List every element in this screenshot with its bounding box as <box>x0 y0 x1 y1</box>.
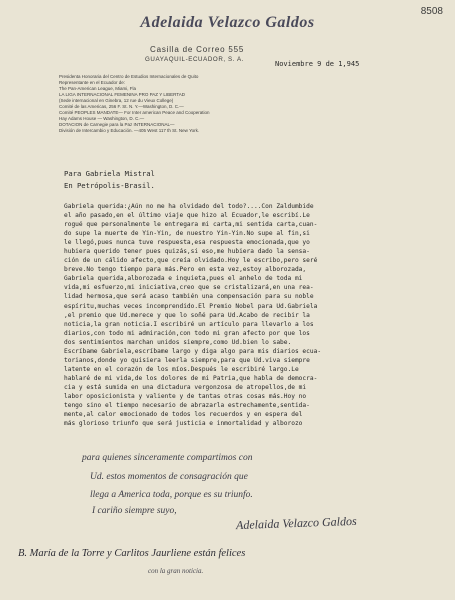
body-line: do supe la muerte de Yin-Yin, de nuestro Yin-Yin.No supe al fin,si <box>64 230 310 238</box>
body-line: torianos,donde yo quisiera leerla siempre,para que Ud.viva siempre <box>64 356 310 364</box>
handwritten-line: Ud. estos momentos de consagración que <box>90 472 248 482</box>
body-line: Escríbame Gabriela,escríbame largo y diga algo para mis diarios ecua- <box>64 347 322 355</box>
body-line: mente,al calor emocionado de todos los recuerdos y en espera del <box>64 411 303 419</box>
affiliation-line: The Pan-American League, Miami, Fla <box>59 85 137 91</box>
affiliation-line: Comité de las Americas, 256 F. St. N. Y.—Washington, D. C.— <box>59 103 184 109</box>
signature: Adelaida Velazco Galdos <box>235 513 357 533</box>
body-line: el año pasado,en el último viaje que hizo al Ecuador,le escribí.Le <box>64 212 310 220</box>
body-line: lidad hermosa,que será acaso también una compensación para su noble <box>64 293 314 301</box>
body-line: ,el premio que Ud.merece y que lo soñé para Ud.Acabo de recibir la <box>64 311 310 319</box>
body-line: rogué que personalmente le entregara mi carta,mi sentida carta,cuan- <box>64 221 318 229</box>
body-line: hubiera querido tener pues quizás,si eso,me hubiera dado la sensa- <box>64 248 310 256</box>
affiliation-line: (Sede internacional en Ginebra, 12 rue du Vieux College) <box>59 97 174 103</box>
body-line: diarios,con todo mi admiración,con todo mi gran afecto por que los <box>64 329 310 337</box>
body-line: espíritu,muchas veces incomprendido.El Premio Nobel para Ud.Gabriela <box>64 302 318 310</box>
body-line: Gabriela querida,alborozada e inquieta,pues el anhelo de toda mi <box>64 275 303 283</box>
recipient-location: En Petrópolis-Brasil. <box>64 181 155 190</box>
recipient-block <box>64 168 155 192</box>
body-line: breve.No tengo tiempo para más.Pero en esta vez,estoy alborozada, <box>64 266 307 274</box>
body-line: Gabriela querida:¿Aún no me ha olvidado del todo?....Con Zaldumbide <box>64 203 314 210</box>
letterhead-city: GUAYAQUIL-ECUADOR, S. A. <box>145 56 245 63</box>
letter-body <box>64 202 436 428</box>
body-line: le llegó,pues nunca tuve respuesta,esa respuesta emocionada,que yo <box>64 239 310 247</box>
handwritten-postscript: B. María de la Torre y Carlitos Jaurliene están felices <box>18 548 246 559</box>
body-line: más glorioso triunfo que será justicia e inmortalidad y alborozo <box>64 420 303 428</box>
body-line: vida,mi esfuerzo,mi iniciativa,creo que se cristalizará,en una rea- <box>64 284 314 292</box>
body-line: noticia,la gran noticia.I escribiré un artículo para llevarlo a los <box>64 320 314 328</box>
letter-date: Noviembre 9 de 1,945 <box>275 60 360 68</box>
body-line: cia y está sumida en una dictadura vergonzosa de atropellos,de mi <box>64 383 307 391</box>
body-line: hablaré de mi vida,de los dolores de mi Patria,que habla de democra- <box>64 374 318 382</box>
letterhead-affiliations <box>59 74 349 134</box>
body-line: tengo sino el tiempo necesario de abrazarla estrechamente,sentida- <box>64 402 310 410</box>
handwritten-closing: I cariño siempre suyo, <box>92 506 177 516</box>
body-line: dos sentimientos marchan unidos siempre,como Ud.bien lo sabe. <box>64 338 292 346</box>
affiliation-line: Comité PEOPLES MANDATE— For Inter american Peace and Cooperation <box>59 109 210 115</box>
handwritten-postscript-continuation: con la gran noticia. <box>148 567 204 575</box>
body-line: latente en el corazón de los míos.Después le escribiré largo.Le <box>64 365 299 373</box>
body-line: ción de un cálido afecto,que creía olvidado.Hoy le escribo,pero seré <box>64 257 318 265</box>
affiliation-line: DOTACION de Carnegie para la Paz INTERNACIONAL— <box>59 121 175 127</box>
body-line: labor oposicionista y valiente y de tantas otras cosas más.Hoy no <box>64 392 307 400</box>
letterhead-po-box: Casilla de Correo 555 <box>150 45 245 54</box>
handwritten-line: para quienes sinceramente compartimos con <box>82 453 253 463</box>
letterhead-sender-name: Adelaida Velazco Galdos <box>140 14 315 31</box>
affiliation-line: LA LIGA INTERNACIONAL FEMENINA PRO PAZ Y LIBERTAD <box>59 91 185 97</box>
handwritten-line: llega a America toda, porque es su triunfo. <box>90 490 253 500</box>
affiliation-line: Hay Adams House — Washington, D. C.— <box>59 115 145 121</box>
affiliation-line: Representante en el Ecuador de: <box>59 79 126 85</box>
recipient-name: Para Gabriela Mistral <box>64 169 155 178</box>
archive-number: 8508 <box>420 6 443 17</box>
affiliation-line: División de Intercambio y Educación. —405 West 117 th St. New York. <box>59 127 200 133</box>
affiliation-line: Presidenta Honoraria del Centro de Estudios Internacionales de Quito <box>59 74 199 79</box>
